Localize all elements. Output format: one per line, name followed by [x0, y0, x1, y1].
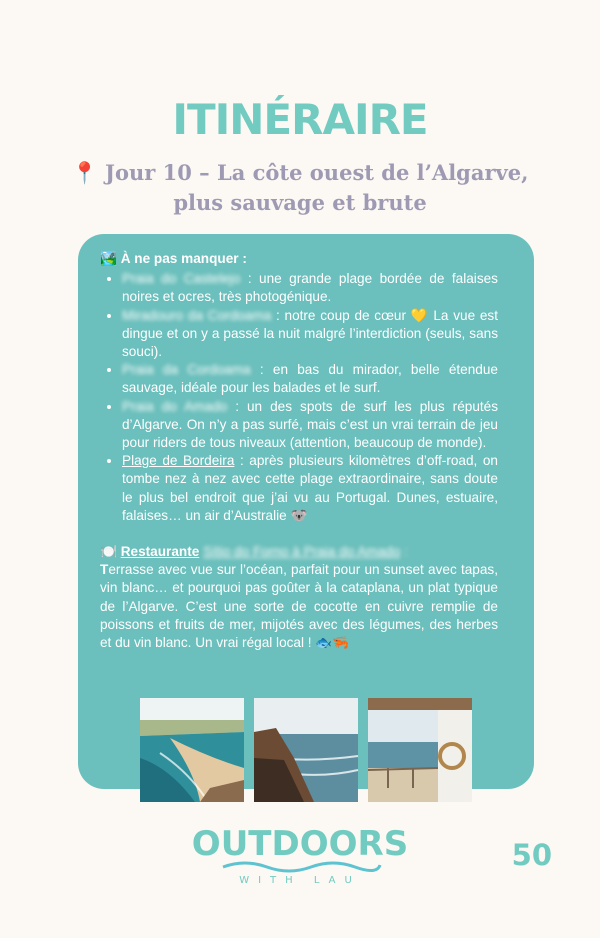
place-link[interactable]: Praia da Cordoama [122, 362, 251, 378]
page-subtitle [60, 158, 540, 218]
restaurant-link[interactable]: Sítio do Forno à Praia do Amado [203, 544, 401, 560]
place-description: : après plusieurs kilomètres d’off-road, on tombe nez à nez avec cette plage extraordinaire, sans doute le plus bel endroit que j’ai vu au Portugal. Dunes, estuaire, falaises… un air d’Australie 🐨 [122, 453, 498, 523]
subtitle-line-2: plus sauvage et brute [173, 190, 427, 215]
list-item [122, 452, 498, 525]
place-link[interactable]: Miradouro da Cordoama [122, 307, 272, 323]
cliff-sea-photo [254, 698, 358, 802]
brand-logo [191, 815, 409, 890]
restaurant-label: Restaurante [120, 544, 200, 560]
logo-tagline: WITH LAU [239, 875, 361, 886]
restaurant-description [100, 561, 498, 652]
must-see-list [100, 270, 498, 525]
place-description: : notre coup de cœur 💛 La vue est dingue et on y a passé la nuit malgré l’interdiction (seuls, sans souci). [122, 307, 498, 360]
page-title: ITINÉRAIRE [172, 95, 428, 144]
list-item [122, 307, 498, 362]
list-item [122, 361, 498, 397]
card-content [100, 250, 498, 652]
list-item [122, 270, 498, 306]
restaurant-body: errasse avec vue sur l’océan, parfait pour un sunset avec tapas, vin blanc… et pourquoi pas goûter à la cataplana, un plat typique de l’Algarve. C’est une sorte de cocotte en cuivre remplie de poissons et fruits de mer, mijotés avec des légumes, des herbes et du vin blanc. Un vrai régal local ! 🐟🦐 [100, 562, 498, 651]
drop-letter: T [100, 562, 109, 578]
beach-aerial-photo [140, 698, 244, 802]
must-see-heading: 🏞️ À ne pas manquer : [100, 251, 247, 266]
place-link[interactable]: Praia do Amado [122, 398, 228, 414]
photo-strip [140, 698, 472, 802]
place-description: : une grande plage bordée de falaises noires et ocres, très photogénique. [122, 271, 498, 305]
place-link[interactable]: Praia do Castelejo [122, 271, 241, 287]
list-item [122, 398, 498, 453]
terrace-photo [368, 698, 472, 802]
place-link[interactable]: Plage de Bordeira [122, 453, 235, 469]
subtitle-line-1: 📍 Jour 10 – La côte ouest de l’Algarve, [71, 160, 529, 185]
restaurant-colon: : [400, 544, 408, 560]
restaurant-heading [100, 543, 498, 561]
place-description: : en bas du mirador, belle étendue sauvage, idéale pour les balades et le surf. [122, 362, 498, 396]
place-description: : un des spots de surf les plus réputés d’Algarve. On n’y a pas surfé, mais c’est un vrai terrain de jeu pour riders de tous niveaux (attention, beaucoup de monde). [122, 398, 499, 451]
plate-icon: 🍽️ [100, 544, 117, 560]
logo-wordmark: OUTDOORS [191, 824, 409, 864]
page-number: 50 [511, 838, 552, 872]
